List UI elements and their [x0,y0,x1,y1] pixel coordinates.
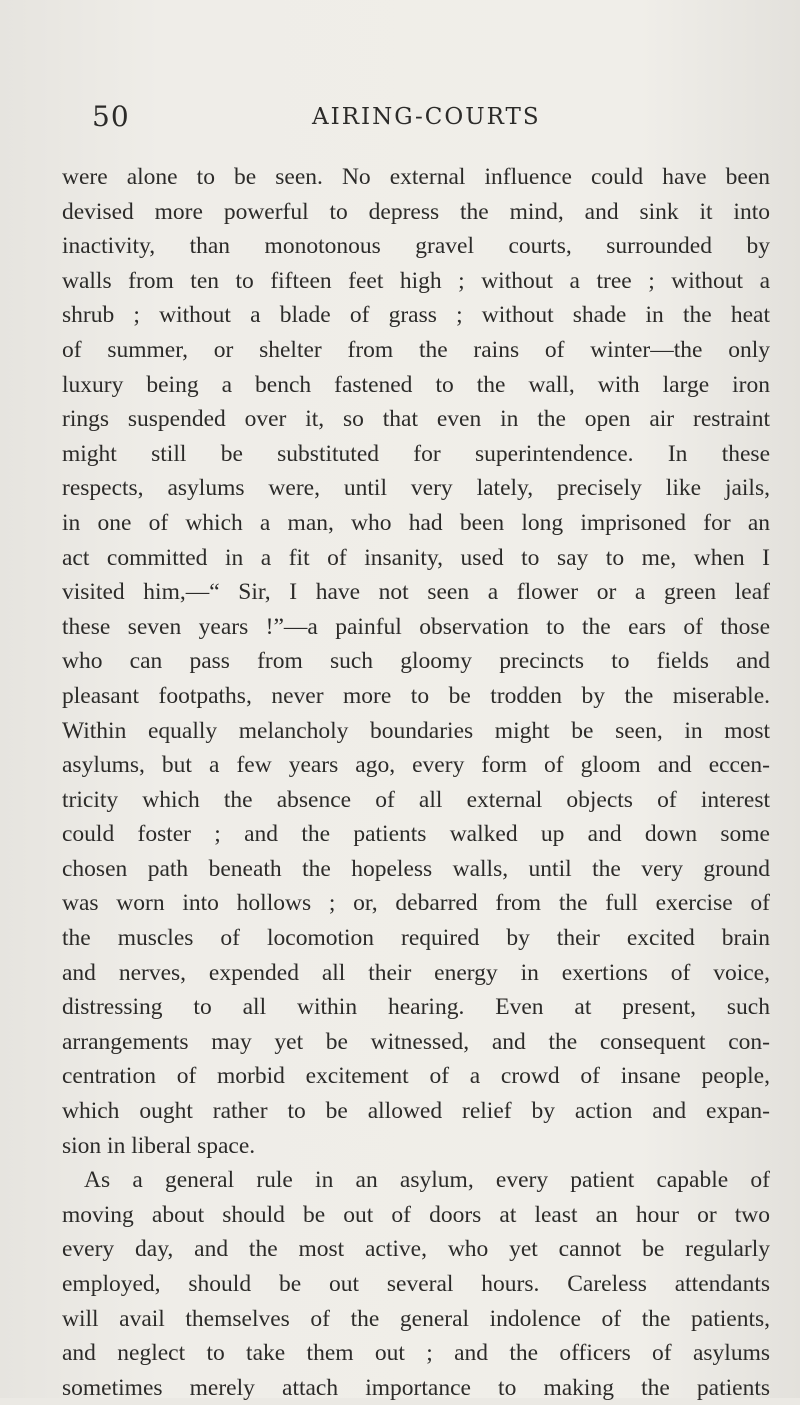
text-line: were alone to be seen. No external influence could have been [62,164,770,190]
text-line: who can pass from such gloomy precincts to fields and [62,648,770,675]
text-line: was worn into hollows ; or, debarred from the full exercise of [62,890,770,917]
text-line: luxury being a bench fastened to the wall, with large iron [62,371,770,398]
page-number: 50 [92,100,130,133]
text-line: shrub ; without a blade of grass ; without shade in the heat [62,302,770,329]
text-line: every day, and the most active, who yet cannot be regularly [62,1236,770,1263]
text-line: asylums, but a few years ago, every form of gloom and eccen- [62,752,770,779]
text-line: inactivity, than monotonous gravel courts, surrounded by [62,233,770,260]
body-text [62,160,770,1405]
text-line: which ought rather to be allowed relief by action and expan- [62,1098,770,1125]
text-line: sometimes merely attach importance to making the patients [62,1374,770,1401]
text-line: rings suspended over it, so that even in the open air restraint [62,406,770,433]
paragraph-end-line: sion in liberal space. [62,1132,256,1159]
text-line: centration of morbid excitement of a crowd of insane people, [62,1063,770,1090]
text-line: act committed in a fit of insanity, used to say to me, when I [62,544,770,571]
text-line: tricity which the absence of all external objects of interest [62,786,770,813]
text-line: walls from ten to fifteen feet high ; without a tree ; without a [62,267,770,294]
running-head [92,100,772,140]
text-line: of summer, or shelter from the rains of winter—the only [62,336,770,363]
text-line: visited him,—“ Sir, I have not seen a flower or a green leaf [62,579,770,606]
text-line: chosen path beneath the hopeless walls, until the very ground [62,855,770,882]
paragraph-start-line: As a general rule in an asylum, every patient capable of [84,1167,770,1194]
text-line: Within equally melancholy boundaries might be seen, in most [62,717,770,744]
text-line: these seven years !”—a painful observation to the ears of those [62,613,770,640]
text-line: moving about should be out of doors at least an hour or two [62,1201,770,1228]
text-line: respects, asylums were, until very lately, precisely like jails, [62,475,770,502]
running-title: AIRING-COURTS [312,104,541,130]
text-line: could foster ; and the patients walked up and down some [62,821,770,848]
text-line: arrangements may yet be witnessed, and the consequent con- [62,1028,770,1055]
text-line: might still be substituted for superintendence. In these [62,440,770,467]
text-line: pleasant footpaths, never more to be trodden by the miserable. [62,682,770,709]
text-line: and nerves, expended all their energy in exertions of voice, [62,959,770,986]
text-line: employed, should be out several hours. Careless attendants [62,1271,770,1297]
text-line: will avail themselves of the general indolence of the patients, [62,1305,770,1332]
text-line: distressing to all within hearing. Even at present, such [62,994,770,1021]
text-line: in one of which a man, who had been long imprisoned for an [62,509,770,536]
text-line: devised more powerful to depress the mind, and sink it into [62,198,770,225]
text-line: and neglect to take them out ; and the officers of asylums [62,1340,770,1367]
text-line: the muscles of locomotion required by their excited brain [62,925,770,952]
